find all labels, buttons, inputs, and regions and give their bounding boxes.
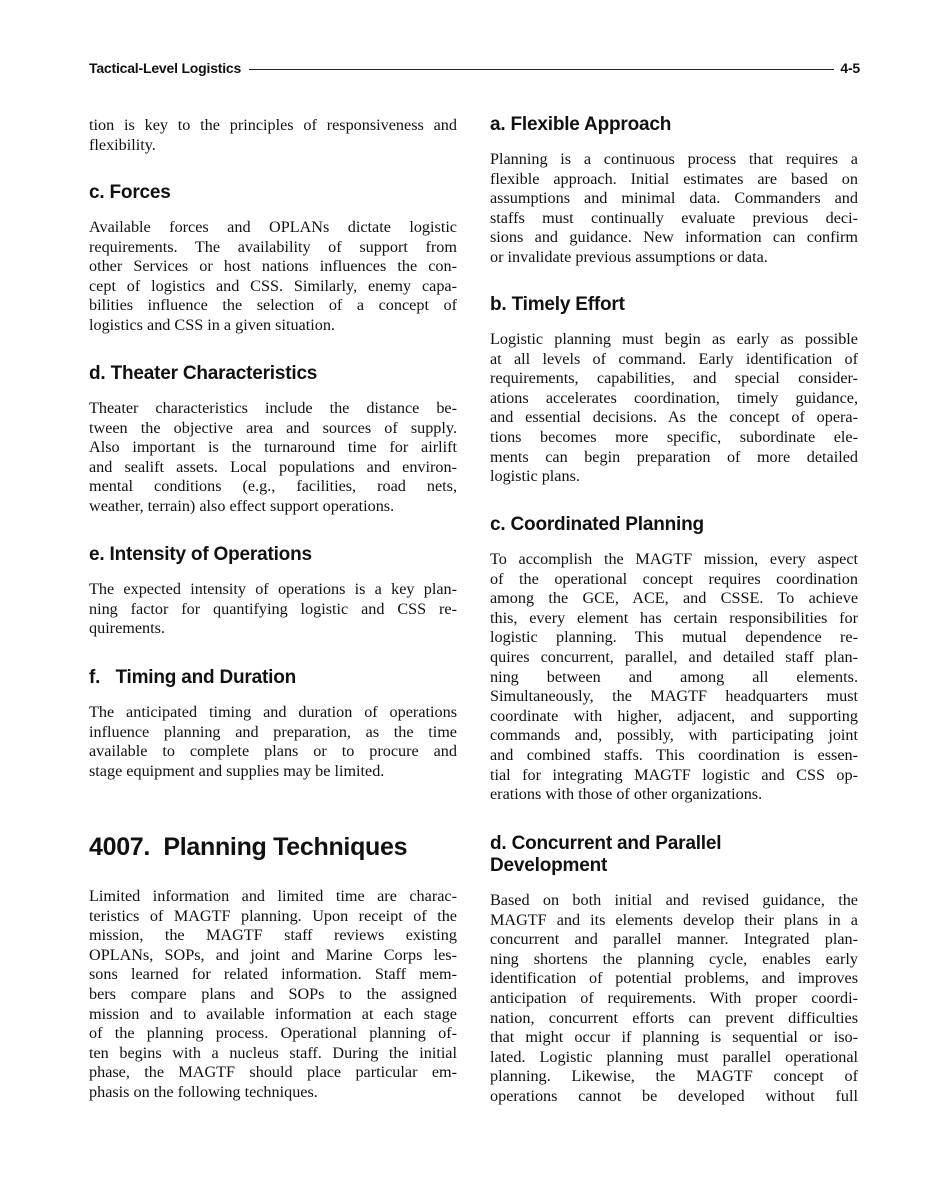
text-line: The anticipated timing and duration of operations xyxy=(89,703,457,721)
text-line: weather, terrain) also effect support operations. xyxy=(89,496,395,515)
paragraph xyxy=(89,887,457,1103)
text-line: this, every element has certain responsibilities for xyxy=(490,608,858,627)
text-line: or invalidate previous assumptions or data. xyxy=(490,247,768,266)
text-line: cept of logistics and CSS. Similarly, enemy capa- xyxy=(89,276,457,295)
text-line: logistics and CSS in a given situation. xyxy=(89,315,335,334)
text-line: Simultaneously, the MAGTF headquarters must xyxy=(490,687,858,706)
section-coordinated-planning xyxy=(490,514,858,805)
text-line: staffs must continually evaluate previous deci- xyxy=(490,208,858,227)
text-line: lated. Logistic planning must parallel operational xyxy=(490,1047,858,1066)
text-line: mission, the MAGTF staff reviews existing xyxy=(89,926,457,945)
text-line: Theater characteristics include the distance be- xyxy=(89,399,457,417)
section-heading: a. Flexible Approach xyxy=(490,114,672,135)
text-line: flexibility. xyxy=(89,135,156,154)
text-line: ning shortens the planning cycle, enables early xyxy=(490,949,858,968)
text-line: Limited information and limited time are charac- xyxy=(89,887,457,905)
text-line: ning between and among all elements. xyxy=(490,667,858,686)
text-line: stage equipment and supplies may be limited. xyxy=(89,761,385,780)
text-line: The expected intensity of operations is a key plan- xyxy=(89,580,457,598)
text-line: ten begins with a nucleus staff. During the initial xyxy=(89,1043,457,1062)
text-line: and essential decisions. As the concept of opera- xyxy=(490,408,858,427)
section-heading: d. Theater Characteristics xyxy=(89,363,318,384)
text-line: operations cannot be developed without full xyxy=(490,1086,858,1105)
section-concurrent-and-parallel-development xyxy=(490,833,858,1107)
text-line: teristics of MAGTF planning. Upon receipt of the xyxy=(89,906,457,925)
text-line: influence planning and preparation, as the time xyxy=(89,722,457,741)
paragraph xyxy=(89,116,457,155)
text-line: tions becomes more specific, subordinate ele- xyxy=(490,427,858,446)
text-line: and sealift assets. Local populations and environ- xyxy=(89,457,457,476)
text-line: Available forces and OPLANs dictate logistic xyxy=(89,218,457,236)
text-line: that might occur if planning is sequential or iso- xyxy=(490,1028,858,1047)
paragraph xyxy=(490,150,858,268)
text-line: ations accelerates coordination, timely guidance, xyxy=(490,388,858,407)
text-line: commands and, possibly, with participating joint xyxy=(490,726,858,745)
section-forces xyxy=(89,182,457,336)
section-timely-effort xyxy=(490,294,858,487)
major-section-heading: 4007. Planning Techniques xyxy=(89,833,408,861)
paragraph xyxy=(89,399,457,517)
text-line: Also important is the turnaround time for airlift xyxy=(89,438,457,457)
text-line: phase, the MAGTF should place particular em- xyxy=(89,1063,457,1082)
text-line: quires concurrent, parallel, and detailed staff plan- xyxy=(490,647,858,666)
continuation-paragraph xyxy=(89,116,457,155)
text-line: To accomplish the MAGTF mission, every aspect xyxy=(490,550,858,568)
text-line: quirements. xyxy=(89,619,165,638)
text-line: identification of potential problems, and improves xyxy=(490,969,858,988)
text-line: coordinate with higher, adjacent, and supporting xyxy=(490,706,858,725)
text-line: flexible approach. Initial estimates are based on xyxy=(490,169,858,188)
paragraph xyxy=(89,218,457,336)
text-line: available to complete plans or to procure and xyxy=(89,742,457,761)
text-line: Planning is a continuous process that requires a xyxy=(490,150,858,168)
text-line: mission and to available information at each stage xyxy=(89,1004,457,1023)
text-line: nation, concurrent efforts can prevent difficulties xyxy=(490,1008,858,1027)
page-number: 4-5 xyxy=(840,60,860,76)
text-line: OPLANs, SOPs, and joint and Marine Corps les- xyxy=(89,945,457,964)
paragraph xyxy=(490,891,858,1107)
text-line: and combined staffs. This coordination is essen- xyxy=(490,745,858,764)
text-line: tween the objective area and sources of supply. xyxy=(89,418,457,437)
text-line: mental conditions (e.g., facilities, road nets, xyxy=(89,477,457,496)
text-line: planning. Likewise, the MAGTF concept of xyxy=(490,1067,858,1086)
section-intensity-of-operations xyxy=(89,544,457,639)
text-line: ments can begin preparation of more detailed xyxy=(490,447,858,466)
heading-line: d. Concurrent and Parallel xyxy=(490,833,722,854)
section-heading: e. Intensity of Operations xyxy=(89,544,312,565)
text-line: sons learned for related information. Staff mem- xyxy=(89,965,457,984)
text-line: among the GCE, ACE, and CSSE. To achieve xyxy=(490,589,858,608)
chapter-title: Tactical-Level Logistics xyxy=(89,60,242,76)
text-line: logistic planning. This mutual dependence re- xyxy=(490,628,858,647)
section-heading xyxy=(490,833,858,877)
section-timing-and-duration xyxy=(89,667,457,781)
text-line: bilities influence the selection of a concept of xyxy=(89,296,457,315)
section-4007-planning-techniques xyxy=(89,833,457,1103)
heading-line: Development xyxy=(490,855,608,876)
text-line: of the planning process. Operational planning of- xyxy=(89,1024,457,1043)
text-line: erations with those of other organizations. xyxy=(490,785,763,804)
section-heading: b. Timely Effort xyxy=(490,294,625,315)
paragraph xyxy=(490,550,858,805)
section-theater-characteristics xyxy=(89,363,457,517)
running-header xyxy=(89,58,860,78)
text-line: logistic plans. xyxy=(490,467,580,486)
text-line: concurrent and parallel manner. Integrated plan- xyxy=(490,930,858,949)
text-line: sions and guidance. New information can confirm xyxy=(490,228,858,247)
text-line: requirements. The availability of support from xyxy=(89,237,457,256)
section-heading: f. Timing and Duration xyxy=(89,667,297,688)
text-line: bers compare plans and SOPs to the assigned xyxy=(89,984,457,1003)
section-heading: c. Forces xyxy=(89,182,171,203)
text-line: Based on both initial and revised guidance, the xyxy=(490,891,858,909)
text-line: MAGTF and its elements develop their plans in a xyxy=(490,910,858,929)
section-flexible-approach xyxy=(490,114,858,268)
text-line: phasis on the following techniques. xyxy=(89,1082,318,1101)
paragraph xyxy=(490,330,858,487)
text-line: requirements, capabilities, and special consider- xyxy=(490,369,858,388)
section-heading: c. Coordinated Planning xyxy=(490,514,704,535)
text-line: Logistic planning must begin as early as possible xyxy=(490,330,858,348)
header-rule xyxy=(249,69,834,70)
text-line: of the operational concept requires coordination xyxy=(490,569,858,588)
paragraph xyxy=(89,703,457,781)
text-line: other Services or host nations influences the con- xyxy=(89,257,457,276)
text-line: anticipation of requirements. With proper coordi- xyxy=(490,988,858,1007)
text-line: tion is key to the principles of responsiveness and xyxy=(89,116,457,134)
text-line: assumptions and minimal data. Commanders and xyxy=(490,189,858,208)
paragraph xyxy=(89,580,457,639)
text-line: tial for integrating MAGTF logistic and CSS op- xyxy=(490,765,858,784)
text-line: at all levels of command. Early identification of xyxy=(490,349,858,368)
text-line: ning factor for quantifying logistic and CSS re- xyxy=(89,599,457,618)
